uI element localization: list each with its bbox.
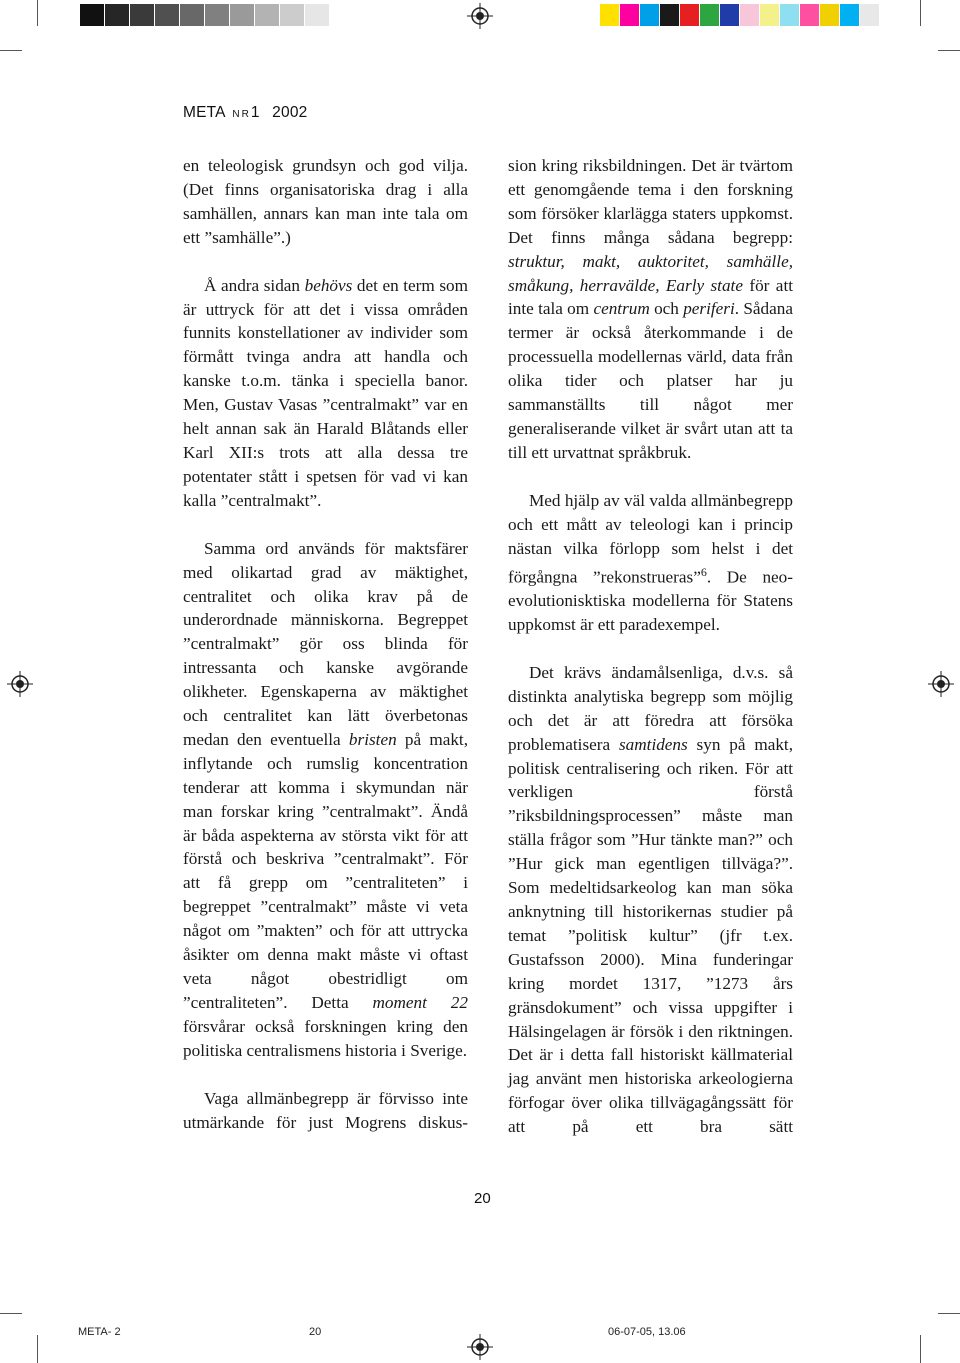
color-swatch [840,4,859,26]
color-swatch [620,4,639,26]
gray-swatch [80,4,104,26]
color-swatch [660,4,679,26]
crop-mark [0,50,22,51]
print-slug-file: META- 2 [78,1326,121,1338]
registration-mark-icon [928,671,954,697]
crop-mark [37,1335,38,1363]
running-header [183,104,307,122]
color-swatch [600,4,619,26]
paragraph: Det krävs ändamålsenliga, d.v.s. så distinkta analytiska begrepp som möjlig och det är att föredra att försöka problematisera samtidens syn på makt, politisk centralisering och riken. För att verkligen förstå ”riksbildningsprocessen” måste man ställa frågor som ”Hur tänkte man?” och ”Hur gick man egentligen tillväga?”. Som medeltidsarkeolog kan man söka anknytning till historikernas studier på temat ”politisk kultur” (jfr t.ex. Gustafsson 2000). Mina funderingar kring mordet 1317, ”1273 års gränsdokument” och vissa uppgifter i Hälsingelagen är försök i den riktningen. Det är i detta fall historiskt källmaterial jag använt men historiska arkeologierna förfogar över olika tillvägagångssätt för att på ett bra sätt [508,662,793,1137]
crop-mark [938,50,960,51]
print-slug-timestamp: 06-07-05, 13.06 [608,1326,686,1338]
issue-label: NR [232,109,251,120]
color-swatch [640,4,659,26]
gray-swatch [205,4,229,26]
gray-swatch [155,4,179,26]
gray-swatch [130,4,154,26]
color-swatch [680,4,699,26]
color-swatch [820,4,839,26]
page-number: 20 [474,1190,491,1207]
color-swatch [700,4,719,26]
crop-mark [938,1313,960,1314]
color-swatch [800,4,819,26]
paragraph: Med hjälp av väl valda allmänbegrepp och ett mått av teleologi kan i princip nästan vilka förlopp som helst i det förgångna ”rekonstrueras”$^6$. De neo-evolutionisktiska modellerna för Statens uppkomst är ett paradexempel. [508,490,793,635]
gray-swatch [180,4,204,26]
issue-year: 2002 [272,104,308,121]
color-swatch [720,4,739,26]
gray-swatch [105,4,129,26]
color-swatch [740,4,759,26]
left-column [183,154,468,1134]
registration-mark-icon [467,1334,493,1360]
crop-mark [920,0,921,26]
registration-mark-icon [467,3,493,29]
journal-title: META [183,104,225,121]
crop-mark [37,0,38,26]
registration-mark-icon [7,671,33,697]
gray-swatch [280,4,304,26]
right-column [508,154,793,1139]
paragraph: sion kring riksbildningen. Det är tvärtom ett genomgående tema i den forskning som försöker klarlägga staters uppkomst. Det finns många sådana begrepp: struktur, makt, auktoritet, samhälle, småkung, herravälde, Early state för att inte tala om centrum och periferi. Sådana termer är också återkommande i de processuella modellernas värld, data från olika tider och platser har ju sammanställts till något mer generaliserande vilket är svårt utan att ta till ett urvattnat språkbruk. [508,156,793,462]
gray-swatch [305,4,329,26]
paragraph: Samma ord används för maktsfärer med olikartad grad av mäktighet, centralitet och olika krav på de underordnade människorna. Begreppet ”centralmakt” gör oss blinda för intressanta och kanske avgörande olikheter. Egenskaperna av mäktighet och centralitet kan lätt överbetonas medan den eventuella bristen på makt, inflytande och rumslig koncentration tenderar att komma i skymundan när man forskar kring ”centralmakt”. Ändå är båda aspekterna av största vikt för att förstå och beskriva ”centralmakt”. För att få grepp om ”centraliteten” i begreppet ”centralmakt” måste vi veta något om ”makten” och för att uttrycka åsikter om denna makt måste vi oftast veta något obestridligt om ”centraliteten”. Detta moment 22 försvårar också forskningen kring den politiska centralismens historia i Sverige. [183,538,468,1060]
gray-swatch [230,4,254,26]
print-slug-page: 20 [309,1326,322,1338]
footnote-ref: 6 [700,564,707,579]
gray-swatch [255,4,279,26]
color-swatch [860,4,879,26]
color-swatch [760,4,779,26]
paragraph: Å andra sidan behövs det en term som är uttryck för att det i vissa områden funnits konstellationer av individer som förmått tvinga andra att handla och kanske t.o.m. tänka i speciella banor. Men, Gustav Vasas ”centralmakt” var en helt annan sak än Harald Blåtands eller Karl XII:s trots att alla dessa tre potentater stått i spetsen för vad vi kan kalla ”centralmakt”. [183,275,468,510]
crop-mark [920,1335,921,1363]
color-swatch [780,4,799,26]
paragraph: en teleologisk grundsyn och god vilja. (Det finns organisatoriska drag i alla samhällen, annars kan man inte tala om ett ”samhälle”.) [183,156,468,247]
crop-mark [0,1313,22,1314]
issue-number: 1 [250,104,260,121]
paragraph: Vaga allmänbegrepp är förvisso inte utmärkande för just Mogrens diskus- [183,1088,468,1132]
